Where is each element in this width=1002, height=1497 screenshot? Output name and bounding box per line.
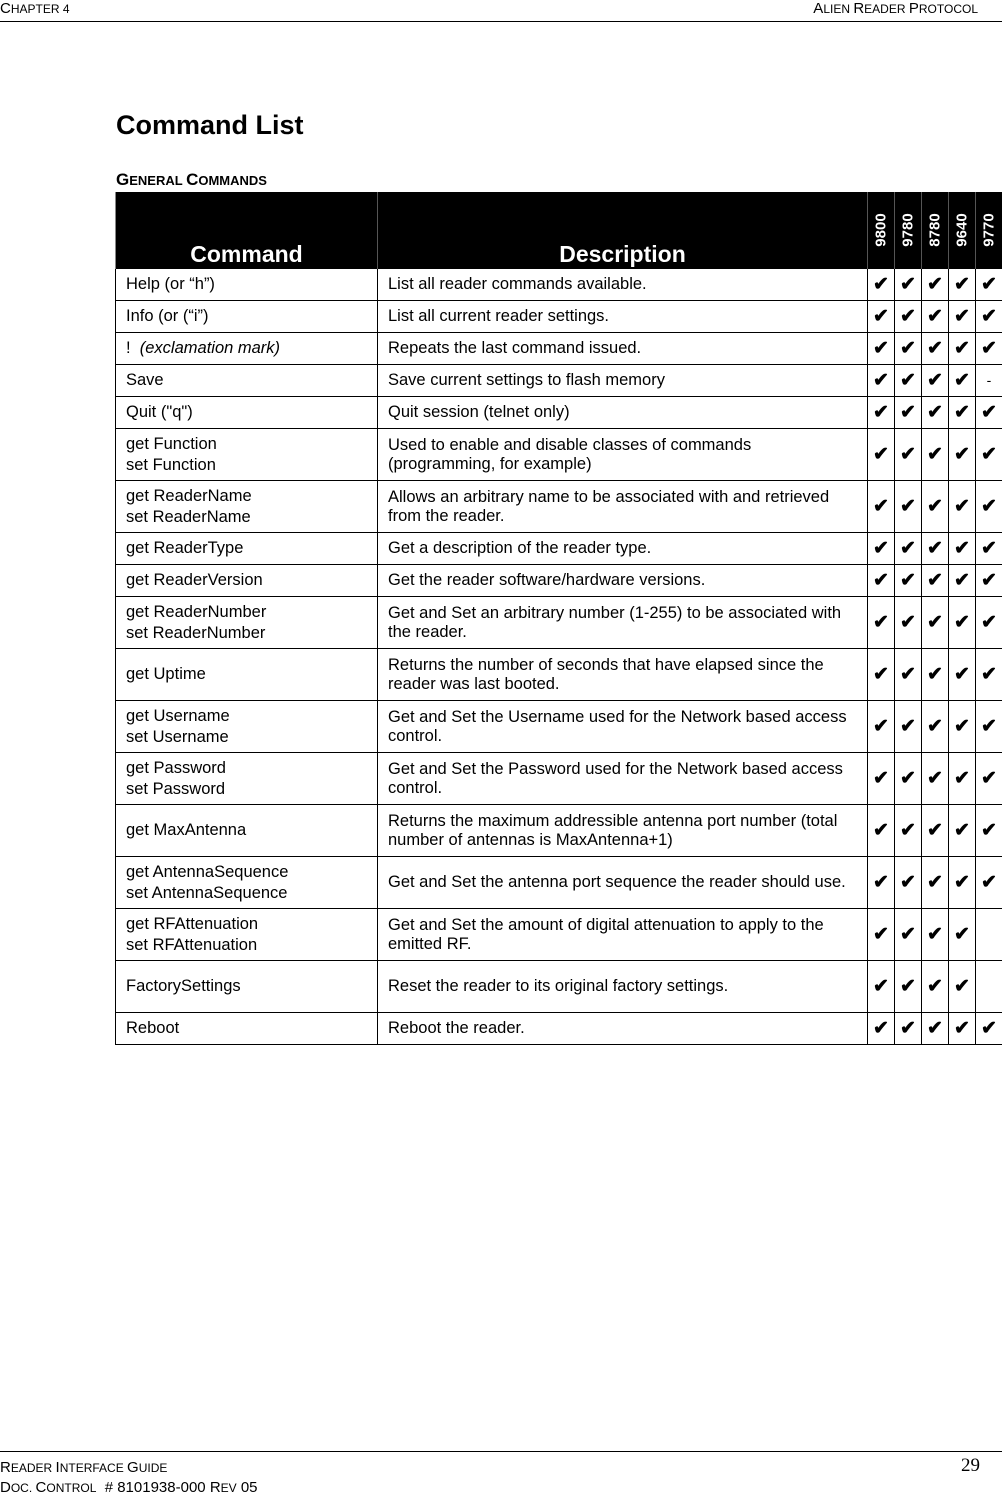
command-cell	[116, 333, 378, 365]
check-icon: ✔	[976, 269, 1002, 301]
check-icon: ✔	[949, 533, 976, 565]
description-text: Get and Set the Username used for the Network based access control.	[388, 708, 857, 746]
check-icon: ✔	[949, 301, 976, 333]
command-cell	[116, 365, 378, 397]
command-name: FactorySettings	[126, 977, 367, 996]
description-cell	[378, 481, 868, 533]
check-icon: ✔	[868, 565, 895, 597]
description-text: Quit session (telnet only)	[388, 403, 857, 422]
table-row	[116, 701, 1002, 753]
table-row	[116, 909, 1002, 961]
command-name: set ReaderNumber	[126, 624, 367, 643]
check-icon: ✔	[949, 649, 976, 701]
check-icon: ✔	[895, 649, 922, 701]
table-row	[116, 857, 1002, 909]
command-cell	[116, 565, 378, 597]
command-cell	[116, 481, 378, 533]
description-cell	[378, 397, 868, 429]
command-name: Help (or “h”)	[126, 275, 367, 294]
check-icon: ✔	[976, 1013, 1002, 1045]
check-icon: ✔	[976, 301, 1002, 333]
description-cell	[378, 753, 868, 805]
support-cell	[976, 961, 1002, 1013]
check-icon: ✔	[949, 565, 976, 597]
table-row	[116, 333, 1002, 365]
column-header-command: Command	[116, 192, 378, 269]
check-icon: ✔	[868, 365, 895, 397]
description-text: Repeats the last command issued.	[388, 339, 857, 358]
check-icon: ✔	[949, 481, 976, 533]
table-row	[116, 753, 1002, 805]
table-row	[116, 597, 1002, 649]
column-header-description: Description	[378, 192, 868, 269]
check-icon: ✔	[895, 597, 922, 649]
column-header-model: 9640	[949, 192, 976, 269]
check-icon: ✔	[895, 333, 922, 365]
table-row	[116, 961, 1002, 1013]
check-icon: ✔	[895, 533, 922, 565]
check-icon: ✔	[868, 1013, 895, 1045]
command-name: get Username	[126, 707, 367, 726]
command-cell	[116, 961, 378, 1013]
description-cell	[378, 301, 868, 333]
check-icon: ✔	[868, 701, 895, 753]
check-icon: ✔	[868, 301, 895, 333]
table-row	[116, 565, 1002, 597]
command-cell	[116, 301, 378, 333]
check-icon: ✔	[949, 333, 976, 365]
command-name: set Password	[126, 780, 367, 799]
command-name: Quit ("q")	[126, 403, 367, 422]
description-cell	[378, 701, 868, 753]
description-text: Get a description of the reader type.	[388, 539, 857, 558]
command-cell	[116, 753, 378, 805]
command-cell	[116, 269, 378, 301]
table-row	[116, 429, 1002, 481]
description-cell	[378, 649, 868, 701]
check-icon: ✔	[976, 857, 1002, 909]
command-cell	[116, 701, 378, 753]
check-icon: ✔	[895, 429, 922, 481]
description-text: List all reader commands available.	[388, 275, 857, 294]
description-text: Get the reader software/hardware versions.	[388, 571, 857, 590]
description-text: Returns the maximum addressible antenna port number (total number of antennas is MaxAntenna+1)	[388, 812, 857, 850]
table-row	[116, 533, 1002, 565]
check-icon: ✔	[976, 753, 1002, 805]
check-icon: ✔	[895, 857, 922, 909]
column-header-model: 9800	[868, 192, 895, 269]
check-icon: ✔	[949, 269, 976, 301]
table-row	[116, 365, 1002, 397]
command-cell	[116, 429, 378, 481]
command-cell	[116, 857, 378, 909]
description-cell	[378, 333, 868, 365]
command-name: get ReaderType	[126, 539, 367, 558]
command-cell	[116, 909, 378, 961]
chapter-label: CHAPTER 4	[0, 0, 70, 18]
section-label: ALIEN READER PROTOCOL	[813, 0, 978, 18]
table-row	[116, 649, 1002, 701]
check-icon: ✔	[922, 565, 949, 597]
check-icon: ✔	[895, 365, 922, 397]
check-icon: ✔	[922, 701, 949, 753]
check-icon: ✔	[868, 269, 895, 301]
description-cell	[378, 429, 868, 481]
table-row	[116, 481, 1002, 533]
check-icon: ✔	[949, 857, 976, 909]
description-cell	[378, 1013, 868, 1045]
table-row	[116, 301, 1002, 333]
table-row	[116, 269, 1002, 301]
command-name: set Username	[126, 728, 367, 747]
description-text: Get and Set the amount of digital attenuation to apply to the emitted RF.	[388, 916, 857, 954]
check-icon: ✔	[922, 753, 949, 805]
command-name: set AntennaSequence	[126, 884, 367, 903]
description-text: List all current reader settings.	[388, 307, 857, 326]
check-icon: ✔	[868, 481, 895, 533]
column-header-model: 9780	[895, 192, 922, 269]
check-icon: ✔	[895, 961, 922, 1013]
check-icon: ✔	[922, 533, 949, 565]
description-text: Allows an arbitrary name to be associated with and retrieved from the reader.	[388, 488, 857, 526]
command-name: Info (or (“i”)	[126, 307, 367, 326]
check-icon: ✔	[922, 481, 949, 533]
check-icon: ✔	[922, 301, 949, 333]
description-cell	[378, 365, 868, 397]
command-name: get ReaderVersion	[126, 571, 367, 590]
description-text: Returns the number of seconds that have elapsed since the reader was last booted.	[388, 656, 857, 694]
page-title: Command List	[116, 110, 304, 141]
check-icon: ✔	[976, 533, 1002, 565]
table-row	[116, 805, 1002, 857]
support-cell	[976, 909, 1002, 961]
description-cell	[378, 597, 868, 649]
check-icon: ✔	[922, 269, 949, 301]
page-footer	[0, 1451, 1002, 1452]
footer-doc-control: DOC. CONTROL # 8101938-000 REV 05	[0, 1479, 258, 1497]
check-icon: ✔	[895, 301, 922, 333]
command-note: (exclamation mark)	[140, 339, 280, 357]
check-icon: ✔	[868, 805, 895, 857]
check-icon: ✔	[868, 397, 895, 429]
column-header-model: 8780	[922, 192, 949, 269]
check-icon: ✔	[868, 333, 895, 365]
section-heading: GENERAL COMMANDS	[116, 170, 267, 190]
check-icon: ✔	[949, 961, 976, 1013]
check-icon: ✔	[976, 481, 1002, 533]
check-icon: ✔	[868, 961, 895, 1013]
check-icon: ✔	[868, 533, 895, 565]
command-cell	[116, 649, 378, 701]
check-icon: ✔	[976, 701, 1002, 753]
command-name: get Uptime	[126, 665, 367, 684]
check-icon: ✔	[949, 397, 976, 429]
check-icon: ✔	[922, 597, 949, 649]
check-icon: ✔	[868, 429, 895, 481]
check-icon: ✔	[976, 649, 1002, 701]
check-icon: ✔	[949, 753, 976, 805]
check-icon: ✔	[976, 429, 1002, 481]
description-text: Get and Set the antenna port sequence the reader should use.	[388, 873, 857, 892]
description-text: Reboot the reader.	[388, 1019, 857, 1038]
check-icon: ✔	[922, 805, 949, 857]
check-icon: ✔	[922, 397, 949, 429]
check-icon: ✔	[895, 805, 922, 857]
page-number: 29	[961, 1455, 980, 1477]
command-name: get RFAttenuation	[126, 915, 367, 934]
description-cell	[378, 961, 868, 1013]
command-cell	[116, 805, 378, 857]
command-name: get MaxAntenna	[126, 821, 367, 840]
support-cell: -	[976, 365, 1002, 397]
command-name: !	[126, 339, 140, 357]
command-name: get Password	[126, 759, 367, 778]
check-icon: ✔	[949, 805, 976, 857]
check-icon: ✔	[868, 857, 895, 909]
check-icon: ✔	[922, 857, 949, 909]
check-icon: ✔	[868, 753, 895, 805]
check-icon: ✔	[895, 909, 922, 961]
check-icon: ✔	[949, 597, 976, 649]
check-icon: ✔	[976, 805, 1002, 857]
command-name: get AntennaSequence	[126, 863, 367, 882]
check-icon: ✔	[976, 565, 1002, 597]
check-icon: ✔	[868, 649, 895, 701]
command-name: Save	[126, 371, 367, 390]
description-cell	[378, 857, 868, 909]
command-cell	[116, 1013, 378, 1045]
check-icon: ✔	[895, 701, 922, 753]
column-header-model: 9770	[976, 192, 1002, 269]
command-cell	[116, 597, 378, 649]
description-text: Reset the reader to its original factory settings.	[388, 977, 857, 996]
description-cell	[378, 269, 868, 301]
command-name: Reboot	[126, 1019, 367, 1038]
check-icon: ✔	[868, 909, 895, 961]
check-icon: ✔	[976, 333, 1002, 365]
check-icon: ✔	[949, 1013, 976, 1045]
command-cell	[116, 397, 378, 429]
description-cell	[378, 565, 868, 597]
page-header	[0, 0, 1002, 22]
check-icon: ✔	[976, 397, 1002, 429]
description-text: Save current settings to flash memory	[388, 371, 857, 390]
command-name: set Function	[126, 456, 367, 475]
check-icon: ✔	[922, 909, 949, 961]
command-table	[115, 192, 1002, 1045]
check-icon: ✔	[895, 397, 922, 429]
check-icon: ✔	[922, 961, 949, 1013]
check-icon: ✔	[922, 1013, 949, 1045]
check-icon: ✔	[922, 365, 949, 397]
command-name: get ReaderName	[126, 487, 367, 506]
check-icon: ✔	[949, 701, 976, 753]
table-row	[116, 397, 1002, 429]
check-icon: ✔	[895, 269, 922, 301]
table-row	[116, 1013, 1002, 1045]
description-cell	[378, 909, 868, 961]
check-icon: ✔	[949, 909, 976, 961]
check-icon: ✔	[976, 597, 1002, 649]
check-icon: ✔	[922, 333, 949, 365]
check-icon: ✔	[895, 565, 922, 597]
check-icon: ✔	[895, 1013, 922, 1045]
command-cell	[116, 533, 378, 565]
command-name: set RFAttenuation	[126, 936, 367, 955]
check-icon: ✔	[922, 649, 949, 701]
description-cell	[378, 533, 868, 565]
table-header-row	[116, 192, 1002, 269]
command-name: get ReaderNumber	[126, 603, 367, 622]
check-icon: ✔	[922, 429, 949, 481]
footer-guide-title: READER INTERFACE GUIDE	[0, 1459, 167, 1477]
command-name: set ReaderName	[126, 508, 367, 527]
check-icon: ✔	[895, 481, 922, 533]
check-icon: ✔	[895, 753, 922, 805]
description-text: Used to enable and disable classes of commands (programming, for example)	[388, 436, 857, 474]
description-cell	[378, 805, 868, 857]
check-icon: ✔	[868, 597, 895, 649]
description-text: Get and Set the Password used for the Network based access control.	[388, 760, 857, 798]
command-name: get Function	[126, 435, 367, 454]
description-text: Get and Set an arbitrary number (1-255) to be associated with the reader.	[388, 604, 857, 642]
check-icon: ✔	[949, 429, 976, 481]
check-icon: ✔	[949, 365, 976, 397]
